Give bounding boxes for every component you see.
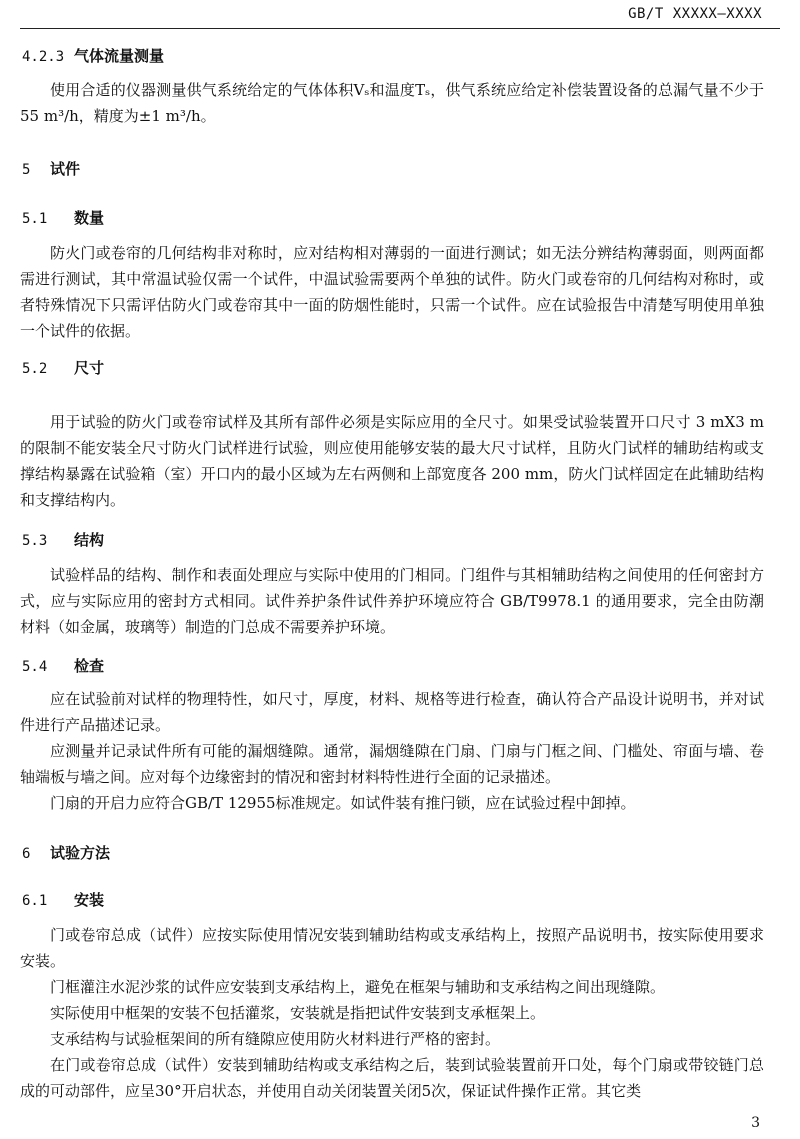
paragraph-quantity: 防火门或卷帘的几何结构非对称时，应对结构相对薄弱的一面进行测试；如无法分辨结构薄弱面，则两面都需进行测试，其中常温试验仅需一个试件，中温试验需要两个单独的试件。防火门或卷帘的几何结构对称时，或者特殊情况下只需评估防火门或卷帘其中一面的防烟性能时，只需一个试件。应在试验报告中清楚写明使用单独一个试件的依据。 bbox=[20, 244, 764, 340]
paragraph-install-2: 门框灌注水泥沙浆的试件应安装到支承结构上，避免在框架与辅助和支承结构之间出现缝隙。 bbox=[50, 978, 666, 996]
paragraph-inspection-3: 门扇的开启力应符合GB/T 12955标准规定。如试件装有推闩锁，应在试验过程中卸掉。 bbox=[50, 794, 636, 812]
paragraph-install-4: 支承结构与试验框架间的所有缝隙应使用防火材料进行严格的密封。 bbox=[50, 1030, 501, 1048]
paragraph-install-5: 在门或卷帘总成（试件）安装到辅助结构或支承结构之后，装到试验装置前开口处，每个门扇或带铰链门总成的可动部件，应呈30°开启状态，并使用自动关闭装置关闭5次，保证试件操作正常。其它类 bbox=[20, 1056, 764, 1100]
paragraph-structure: 试验样品的结构、制作和表面处理应与实际中使用的门相同。门组件与其相辅助结构之间使用的任何密封方式，应与实际应用的密封方式相同。试件养护条件试件养护环境应符合 GB/T9978.1 的通用要求，完全由防潮材料（如金属，玻璃等）制造的门总成不需要养护环境。 bbox=[20, 566, 764, 636]
document-code: GB/T XXXXX—XXXX bbox=[628, 6, 762, 22]
paragraph-inspection-2: 应测量并记录试件所有可能的漏烟缝隙。通常，漏烟缝隙在门扇、门扇与门框之间、门槛处、帘面与墙、卷轴端板与墙之间。应对每个边缘密封的情况和密封材料特性进行全面的记录描述。 bbox=[20, 742, 764, 786]
heading-6-1: 6.1 安装 bbox=[22, 891, 105, 909]
heading-5: 5 试件 bbox=[22, 160, 81, 178]
page-number: 3 bbox=[751, 1115, 760, 1131]
heading-5-3: 5.3 结构 bbox=[22, 531, 105, 549]
header-rule bbox=[20, 28, 780, 29]
heading-5-4: 5.4 检查 bbox=[22, 657, 105, 675]
paragraph-gas-flow: 使用合适的仪器测量供气系统给定的气体体积Vₛ和温度Tₛ，供气系统应给定补偿装置设备的总漏气量不少于55 m³/h，精度为±1 m³/h。 bbox=[20, 81, 764, 125]
heading-4-2-3: 4.2.3 气体流量测量 bbox=[22, 47, 165, 65]
paragraph-install-3: 实际使用中框架的安装不包括灌浆，安装就是指把试件安装到支承框架上。 bbox=[50, 1004, 546, 1022]
paragraph-size: 用于试验的防火门或卷帘试样及其所有部件必须是实际应用的全尺寸。如果受试验装置开口尺寸 3 mX3 m 的限制不能安装全尺寸防火门试样进行试验，则应使用能够安装的最大尺寸试样，且防火门试样的辅助结构或支撑结构暴露在试验箱（室）开口内的最小区域为左右两侧和上部宽度各 200 mm，防火门试样固定在此辅助结构和支撑结构内。 bbox=[20, 413, 764, 509]
heading-5-1: 5.1 数量 bbox=[22, 209, 105, 227]
paragraph-install-1: 门或卷帘总成（试件）应按实际使用情况安装到辅助结构或支承结构上，按照产品说明书，按实际使用要求安装。 bbox=[20, 926, 764, 970]
heading-5-2: 5.2 尺寸 bbox=[22, 359, 105, 377]
heading-6: 6 试验方法 bbox=[22, 844, 111, 862]
paragraph-inspection-1: 应在试验前对试样的物理特性，如尺寸，厚度，材料、规格等进行检查，确认符合产品设计说明书，并对试件进行产品描述记录。 bbox=[20, 690, 764, 734]
